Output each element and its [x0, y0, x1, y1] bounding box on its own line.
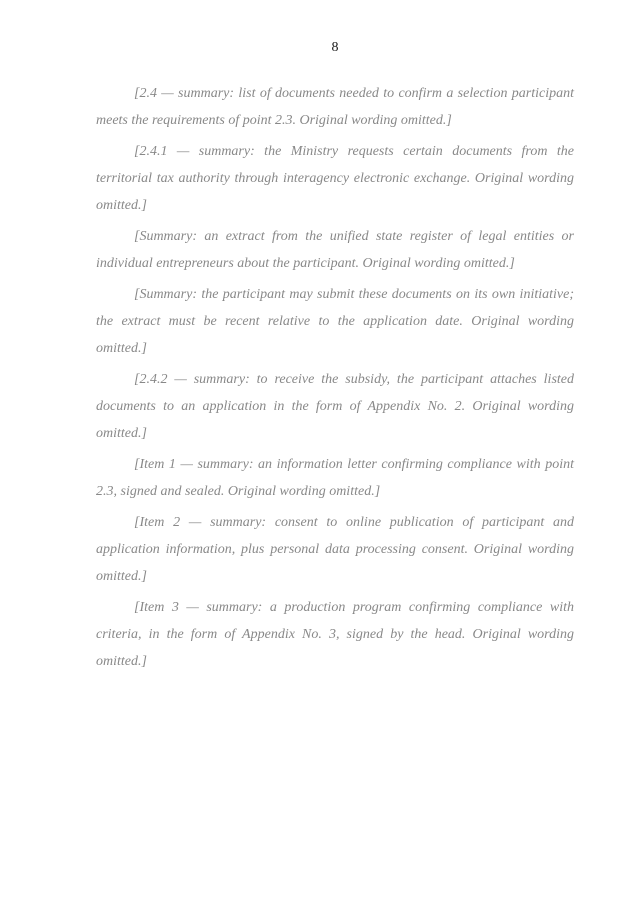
list-item-3: [Item 3 — summary: a production program confirming compliance with criteria, in the form of Appendix No. 3, signed by the head. Original wording omitted.] — [96, 600, 574, 669]
page-number: 8 — [331, 40, 339, 55]
paragraph-own-initiative: [Summary: the participant may submit these documents on its own initiative; the extract must be recent relative to the application date. Original wording omitted.] — [96, 287, 574, 356]
list-item-2: [Item 2 — summary: consent to online publication of participant and application information, plus personal data processing consent. Original wording omitted.] — [96, 515, 574, 584]
paragraph-2-4-1: [2.4.1 — summary: the Ministry requests certain documents from the territorial tax authority through interagency electronic exchange. Original wording omitted.] — [96, 144, 574, 213]
paragraph-2-4-2: [2.4.2 — summary: to receive the subsidy, the participant attaches listed documents to an application in the form of Appendix No. 2. Original wording omitted.] — [96, 372, 574, 441]
paragraph-register-extract: [Summary: an extract from the unified state register of legal entities or individual entrepreneurs about the participant. Original wording omitted.] — [96, 229, 574, 271]
paragraph-2-4: [2.4 — summary: list of documents needed to confirm a selection participant meets the requirements of point 2.3. Original wording omitted.] — [96, 86, 574, 128]
list-item-1: [Item 1 — summary: an information letter confirming compliance with point 2.3, signed and sealed. Original wording omitted.] — [96, 457, 574, 499]
